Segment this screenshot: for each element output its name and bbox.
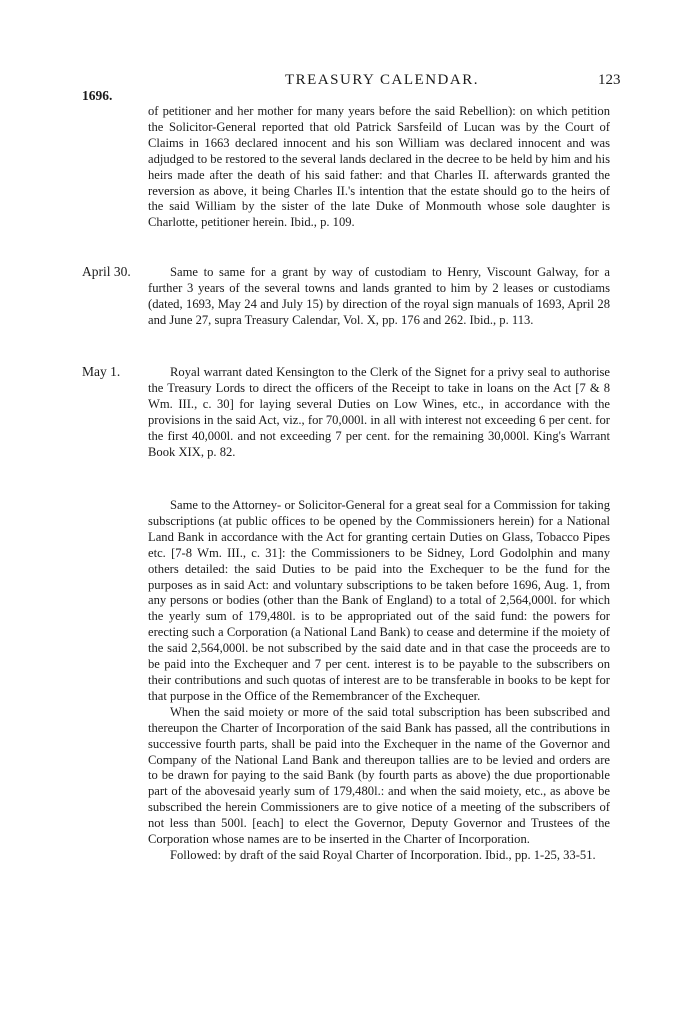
entry-paragraph: When the said moiety or more of the said total subscription has been subscribed and thereupon the Charter of Incorporation of the said Bank has passed, all the contributions in successive fourth parts, shall be paid into the Exchequer in the name of the Governor and Company of the National Land Bank and thereupon tallies are to be levied and orders are to be drawn for paying to the said Bank (by fourth parts as above) the due proportionable part of the abovesaid yearly sum of 179,480l.: and when the said moiety, etc., as above be subscribed the herein Commissioners are to give notice of a meeting of the subscribers of not less than 500l. [each] to elect the Governor, Deputy Governor and Trustees of the Corporation whose names are to be inserted in the Charter of Incorporation.	[148, 704, 610, 847]
entry-paragraph: of petitioner and her mother for many years before the said Rebellion): on which petition the Solicitor-General reported that old Patrick Sarsfeild of Lucan was by the Court of Claims in 1663 declared innocent and his son William was declared innocent and was adjudged to be restored to the several lands declared in the decree to be held by him and his heirs made after the death of his said father: and that Charles II. afterwards granted the reversion as above, it being Charles II.'s intention that the estate should go to the heirs of the said William by the sister of the late Duke of Monmouth whose sole daughter is Charlotte, petitioner herein. Ibid., p. 109.	[148, 104, 610, 230]
entry-land-bank-commission	[148, 498, 610, 864]
entry-continuation	[148, 104, 610, 231]
running-head: TREASURY CALENDAR.	[285, 72, 479, 88]
page-number: 123	[598, 72, 621, 88]
entry-paragraph: Followed: by draft of the said Royal Charter of Incorporation. Ibid., pp. 1-25, 33-51.	[170, 847, 596, 862]
margin-year: 1696.	[82, 88, 113, 103]
entry-paragraph: Same to the Attorney- or Solicitor-General for a great seal for a Commission for taking subscriptions (at public offices to be opened by the Commissioners herein) for a National Land Bank in accordance with the Act for granting certain Duties on Glass, Tobacco Pipes etc. [7-8 Wm. III., c. 31]: the Commissioners to be Sidney, Lord Godolphin and many others detailed: the said Duties to be paid into the Exchequer to be the fund for the purposes as in said Act: and voluntary subscriptions to be taken before 1696, Aug. 1, from any persons or bodies (other than the Bank of England) to a total of 2,564,000l. for which the yearly sum of 179,480l. is to be appropriated out of the said fund: the powers for erecting such a Corporation (a National Land Bank) to cease and determine if the moiety of the said 2,564,000l. be not subscribed by the said date and in that case the proceeds are to be paid into the Exchequer and 7 per cent. interest is to be payable to the subscribers on their contributions and such quotas of interest are to be transferable in books to be kept for that purpose in the Office of the Remembrancer of the Exchequer.	[148, 498, 610, 703]
watermark	[74, 210, 130, 810]
margin-date: May 1.	[82, 364, 121, 379]
entry-paragraph: Royal warrant dated Kensington to the Clerk of the Signet for a privy seal to authorise the Treasury Lords to direct the officers of the Receipt to take in loans on the Act [7 & 8 Wm. III., c. 30] for laying several Duties on Low Wines, etc., in accordance with the provisions in the said Act, viz., for 70,000l. in all with interest not exceeding 6 per cent. for the first 40,000l. and not exceeding 7 per cent. for the remaining 30,000l. King's Warrant Book XIX, p. 82.	[148, 365, 610, 459]
entry-may-1	[148, 365, 610, 460]
entry-april-30	[148, 265, 610, 329]
margin-date: April 30.	[82, 264, 131, 279]
entry-paragraph: Same to same for a grant by way of custodiam to Henry, Viscount Galway, for a further 3 years of the several towns and lands granted to him by 2 leases or custodiams (dated, 1693, May 24 and July 15) by direction of the royal sign manuals of 1693, April 28 and June 27, supra Treasury Calendar, Vol. X, pp. 176 and 262. Ibid., p. 113.	[148, 265, 610, 327]
